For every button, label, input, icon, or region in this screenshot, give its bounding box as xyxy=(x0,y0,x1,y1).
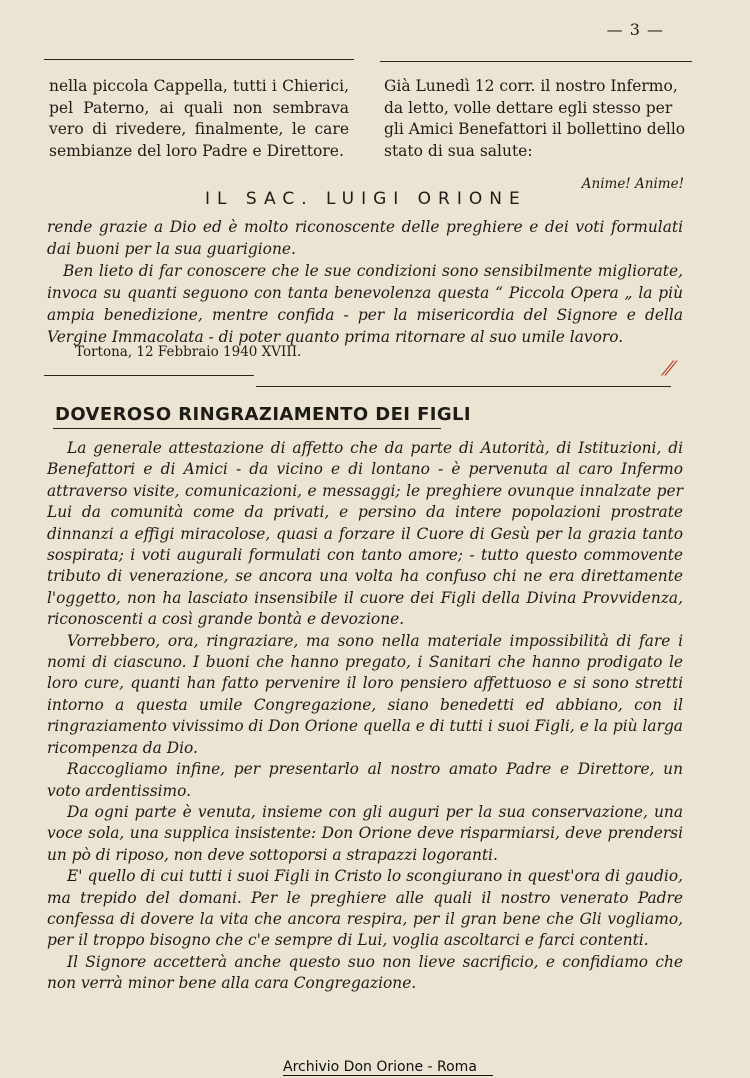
red-pencil-mark: ⁄⁄ xyxy=(666,356,673,380)
left-column-paragraph: nella piccola Cappella, tutti i Chierici, pel Paterno, ai quali non sembrava vero di rivedere, finalmente, le care sembianze del loro Padre e Direttore. xyxy=(49,77,349,160)
right-column-paragraph: Già Lunedì 12 corr. il nostro Infermo, da letto, volle dettare egli stesso per gli Amici Benefattori il bollettino dello stato di sua salute: xyxy=(384,77,686,160)
article-body xyxy=(47,438,683,995)
top-rule-left xyxy=(44,59,354,60)
divider-rule-right xyxy=(256,386,671,387)
article-paragraph-2: Vorrebbero, ora, ringraziare, ma sono nella materiale impossibilità di fare i nomi di ciascuno. I buoni che hanno pregato, i Sanitari che hanno prodigato le loro cure, quanti han fatto pervenire il loro pensiero affettuoso e si sono stretti intorno a questa umile Congregazione, siano benedetti ed abbiano, con il ringraziamento vivissimo di Don Orione quella e di tutti i suoi Figli, e la più larga ricompenza da Dio. xyxy=(47,631,683,757)
left-column xyxy=(49,76,349,162)
article-paragraph-5: E' quello di cui tutti i suoi Figli in Cristo lo scongiurano in quest'ora di gaudio, ma trepido del domani. Per le preghiere alle quali il nostro venerato Padre confessa di dovere la vita che ancora respira, per il gran bene che Gli vogliamo, per il troppo bisogno che c'e sempre di Lui, voglia ascoltarci e farci contenti. xyxy=(47,867,683,950)
article-heading: DOVEROSO RINGRAZIAMENTO DEI FIGLI xyxy=(55,404,472,425)
top-rule-right xyxy=(380,61,692,62)
page-number: — 3 — xyxy=(606,20,664,39)
article-paragraph-6: Il Signore accetterà anche questo suo non lieve sacrificio, e confidiamo che non verrà minor bene alla cara Congregazione. xyxy=(47,952,683,993)
bulletin-text xyxy=(47,216,683,348)
bulletin-paragraph-1: rende grazie a Dio ed è molto riconoscente delle preghiere e dei voti formulati dai buoni per la sua guarigione. xyxy=(47,218,683,258)
article-paragraph-1: La generale attestazione di affetto che da parte di Autorità, di Istituzioni, di Benefattori e di Amici - da vicino e di lontano - è pervenuta al caro Infermo attraverso visite, comunicazioni, e messaggi; le preghiere ovunque innalzate per Lui da comunità come da privati, e persino da intere popolazioni prostrate dinnanzi a effigi miracolose, quasi a forzare il Cuore di Gesù per la grazia tanto sospirata; i voti augurali formulati con tanto amore; - tutto questo commovente tributo di venerazione, se ancora una volta ha confuso chi ne era direttamente l'oggetto, non ha lasciato insensibile il cuore dei Figli della Divina Provvidenza, riconoscenti a così grande bontà e devozione. xyxy=(47,439,683,629)
bulletin-dateline: Tortona, 12 Febbraio 1940 XVIII. xyxy=(75,344,302,360)
divider-rule-left xyxy=(44,375,254,376)
article-paragraph-4: Da ogni parte è venuta, insieme con gli auguri per la sua conservazione, una voce sola, una supplica insistente: Don Orione deve risparmiarsi, deve prendersi un pò di riposo, non deve sottoporsi a strapazzi logoranti. xyxy=(47,802,683,864)
heading-underline xyxy=(53,428,441,429)
bulletin-signature: IL SAC. LUIGI ORIONE xyxy=(205,189,527,209)
archive-footer: Archivio Don Orione - Roma xyxy=(283,1059,477,1075)
right-column xyxy=(384,76,696,162)
bulletin-epigraph: Anime! Anime! xyxy=(581,176,684,192)
bulletin-paragraph-2: Ben lieto di far conoscere che le sue condizioni sono sensibilmente migliorate, invoca su quanti seguono con tanta benevolenza questa “ Piccola Opera „ la più ampia benedizione, mentre confida - per la misericordia del Signore e della Vergine Immacolata - di poter quanto prima ritornare al suo umile lavoro. xyxy=(47,262,683,346)
footer-underline xyxy=(283,1075,493,1076)
article-paragraph-3: Raccogliamo infine, per presentarlo al nostro amato Padre e Direttore, un voto ardentissimo. xyxy=(47,760,683,800)
